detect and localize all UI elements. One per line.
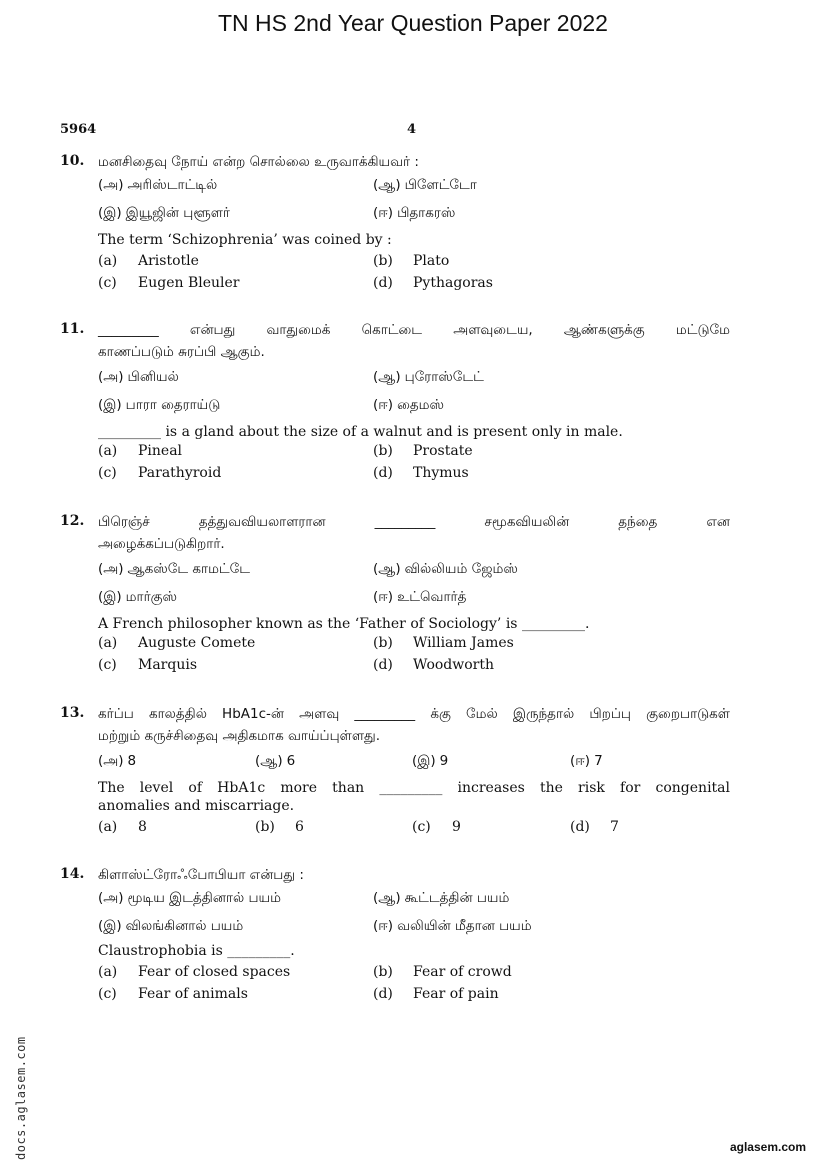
- page-number: 4: [407, 122, 417, 137]
- option-english-c: (c) Parathyroid: [98, 465, 222, 481]
- option-tamil-3: (இ) 9: [412, 753, 449, 769]
- question-text-english-line1: The level of HbA1c more than _________ increases the risk for congenital: [98, 780, 730, 796]
- question-text-tamil: கிளாஸ்ட்ரோஃபோபியா என்பது :: [98, 867, 304, 883]
- option-english-c: (c) Fear of animals: [98, 986, 248, 1002]
- option-english-d: (d) Woodworth: [373, 657, 495, 673]
- option-tamil-3: (இ) விலங்கினால் பயம்: [98, 918, 244, 934]
- question-text-english: The term ‘Schizophrenia’ was coined by :: [98, 232, 392, 248]
- question-13: [60, 705, 730, 845]
- option-english-b: (b) William James: [373, 635, 514, 651]
- option-tamil-3: (இ) மார்குஸ்: [98, 589, 178, 605]
- question-text-tamil-line2: காணப்படும் சுரப்பி ஆகும்.: [98, 344, 265, 360]
- page-title: TN HS 2nd Year Question Paper 2022: [218, 10, 608, 36]
- question-text-english-line2: anomalies and miscarriage.: [98, 798, 295, 814]
- option-english-a: (a) Pineal: [98, 443, 183, 459]
- question-text-tamil-line2: மற்றும் கருச்சிதைவு அதிகமாக வாய்ப்புள்ளது.: [98, 728, 381, 744]
- option-english-d: (d) Fear of pain: [373, 986, 499, 1002]
- option-tamil-4: (ஈ) 7: [570, 753, 603, 769]
- option-english-d: (d) 7: [570, 819, 619, 835]
- brand-footer: aglasem.com: [729, 1140, 806, 1154]
- option-english-b: (b) Plato: [373, 253, 450, 269]
- question-text-english: A French philosopher known as the ‘Father of Sociology’ is _________.: [98, 616, 590, 632]
- question-11: [60, 321, 730, 491]
- option-english-b: (b) Prostate: [373, 443, 473, 459]
- option-tamil-2: (ஆ) புரோஸ்டேட்: [373, 369, 484, 385]
- option-tamil-3: (இ) இயூஜின் புளூளர்: [98, 205, 230, 221]
- option-english-d: (d) Pythagoras: [373, 275, 493, 291]
- paper-code: 5964: [60, 122, 97, 137]
- option-tamil-4: (ஈ) உட்வொர்த்: [373, 589, 467, 605]
- option-tamil-2: (ஆ) வில்லியம் ஜேம்ஸ்: [373, 561, 518, 577]
- option-english-c: (c) Marquis: [98, 657, 198, 673]
- question-text-tamil-line1: பிரெஞ்ச் தத்துவவியலாளரான _________ சமூகவியலின் தந்தை என: [98, 514, 730, 530]
- question-10: [60, 153, 730, 303]
- option-tamil-1: (அ) ஆகஸ்டே காமட்டே: [98, 561, 251, 577]
- option-tamil-3: (இ) பாரா தைராய்டு: [98, 397, 221, 413]
- option-english-a: (a) Aristotle: [98, 253, 199, 269]
- question-text-tamil-line2: அழைக்கப்படுகிறார்.: [98, 536, 225, 552]
- question-text-english: Claustrophobia is _________.: [98, 943, 295, 959]
- option-english-c: (c) 9: [412, 819, 461, 835]
- side-watermark: docs.aglasem.com: [14, 1036, 28, 1160]
- option-tamil-4: (ஈ) தைமஸ்: [373, 397, 444, 413]
- question-14: [60, 866, 730, 1016]
- question-text-english: _________ is a gland about the size of a walnut and is present only in male.: [98, 424, 623, 440]
- option-english-d: (d) Thymus: [373, 465, 469, 481]
- option-tamil-4: (ஈ) பிதாகரஸ்: [373, 205, 456, 221]
- question-number: 11.: [60, 321, 85, 337]
- question-text-tamil: மனசிதைவு நோய் என்ற சொல்லை உருவாக்கியவர் :: [98, 154, 419, 170]
- question-text-tamil-line1: _________ என்பது வாதுமைக் கொட்டை அளவுடைய, ஆண்களுக்கு மட்டுமே: [98, 322, 730, 338]
- option-tamil-2: (ஆ) கூட்டத்தின் பயம்: [373, 890, 510, 906]
- question-12: [60, 513, 730, 683]
- option-tamil-1: (அ) மூடிய இடத்தினால் பயம்: [98, 890, 281, 906]
- option-tamil-1: (அ) அரிஸ்டாட்டில்: [98, 177, 218, 193]
- option-tamil-1: (அ) 8: [98, 753, 137, 769]
- question-number: 10.: [60, 153, 85, 169]
- option-english-a: (a) 8: [98, 819, 147, 835]
- question-number: 12.: [60, 513, 85, 529]
- option-tamil-2: (ஆ) 6: [255, 753, 296, 769]
- question-text-tamil-line1: கர்ப்ப காலத்தில் HbA1c-ன் அளவு _________ க்கு மேல் இருந்தால் பிறப்பு குறைபாடுகள்: [98, 706, 730, 722]
- option-tamil-4: (ஈ) வலியின் மீதான பயம்: [373, 918, 532, 934]
- option-tamil-1: (அ) பினியல்: [98, 369, 179, 385]
- option-english-b: (b) 6: [255, 819, 304, 835]
- option-english-a: (a) Fear of closed spaces: [98, 964, 291, 980]
- option-tamil-2: (ஆ) பிளேட்டோ: [373, 177, 477, 193]
- option-english-b: (b) Fear of crowd: [373, 964, 512, 980]
- question-number: 14.: [60, 866, 85, 882]
- option-english-c: (c) Eugen Bleuler: [98, 275, 240, 291]
- option-english-a: (a) Auguste Comete: [98, 635, 256, 651]
- question-number: 13.: [60, 705, 85, 721]
